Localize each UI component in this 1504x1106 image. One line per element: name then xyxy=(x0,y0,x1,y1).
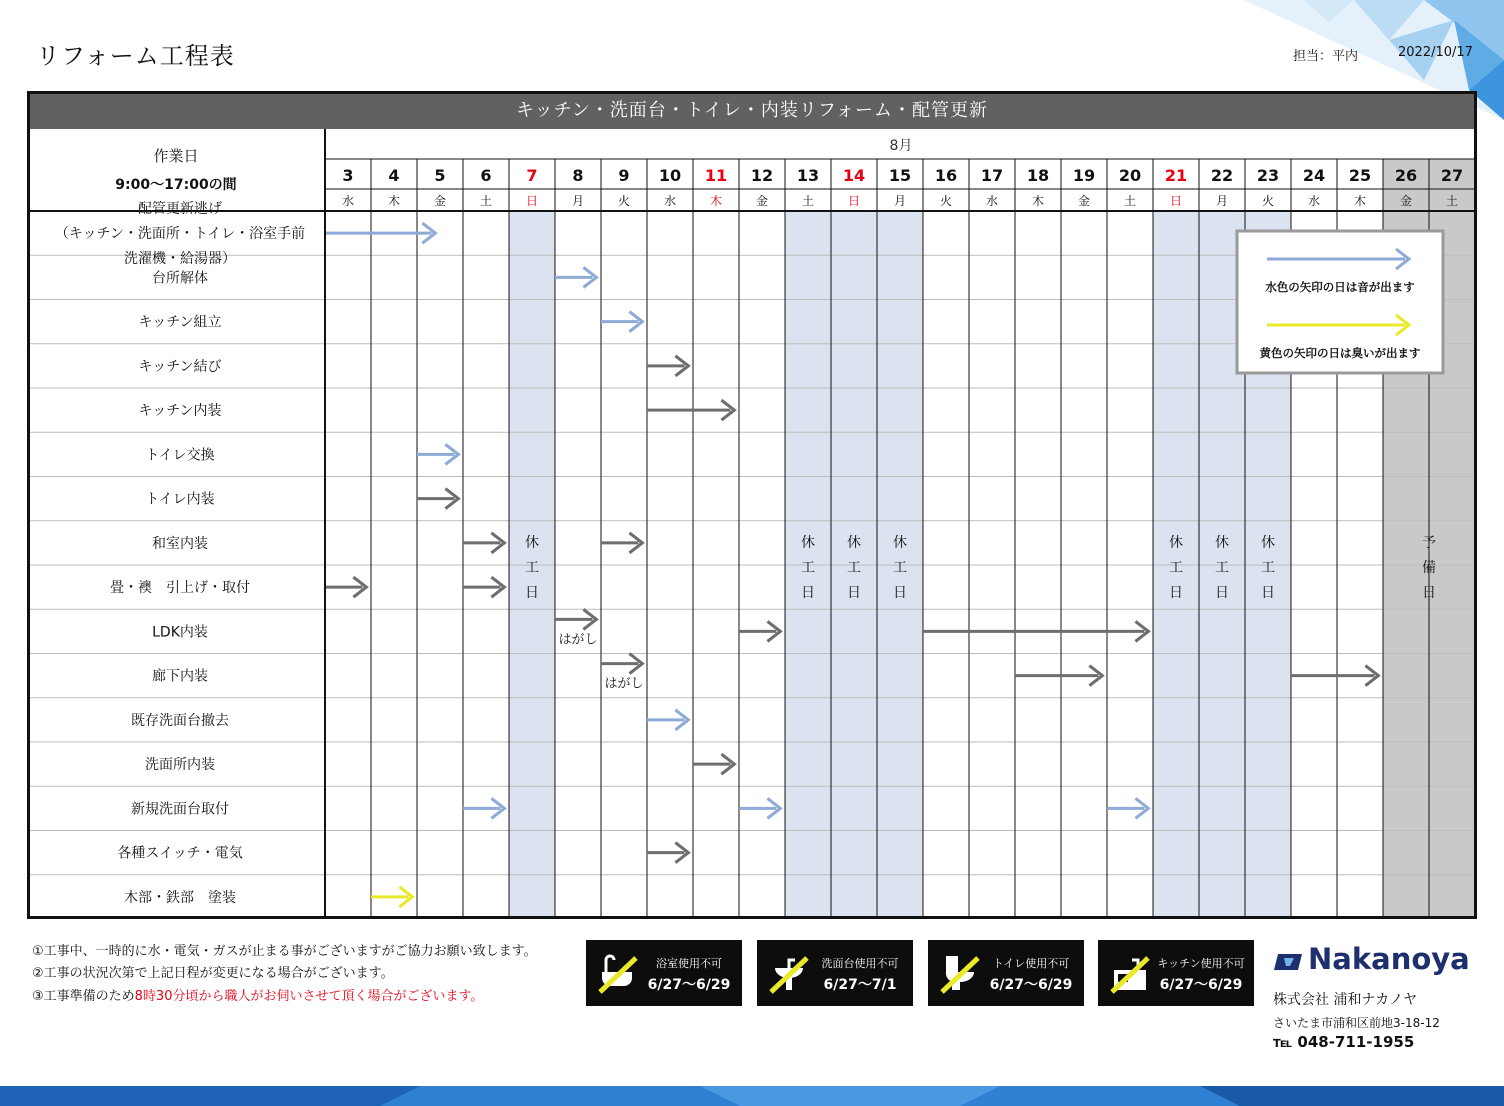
day-number: 24 xyxy=(1302,166,1326,185)
schedule-table xyxy=(27,91,1477,919)
day-number: 13 xyxy=(796,166,820,185)
note-3-highlight: 8時30分頃から職人がお伺いさせて頂く場合がございます。 xyxy=(134,989,484,1004)
company-logo xyxy=(1272,944,1472,980)
day-number: 14 xyxy=(842,166,866,185)
day-number: 18 xyxy=(1026,166,1050,185)
weekday-label: 月 xyxy=(893,194,907,208)
legend-text: 水色の矢印の日は音が出ます xyxy=(1265,280,1415,294)
weekday-label: 金 xyxy=(1399,194,1413,208)
day-off-label: 日 xyxy=(847,585,861,601)
weekday-label: 月 xyxy=(1215,194,1229,208)
day-off-label: 日 xyxy=(525,585,539,601)
day-off-label: 休 xyxy=(525,535,539,551)
company-phone: ℡ 048-711-1955 xyxy=(1273,1033,1415,1051)
day-off-label: 日 xyxy=(893,585,907,601)
weekday-label: 日 xyxy=(1169,194,1183,208)
day-off-label: 休 xyxy=(847,535,861,551)
decorative-band xyxy=(0,1086,1504,1106)
day-off-label: 休 xyxy=(1169,535,1183,551)
weekday-label: 土 xyxy=(479,194,493,208)
task-name: 各種スイッチ・電気 xyxy=(117,845,243,862)
task-name: キッチン内装 xyxy=(138,403,222,420)
day-number: 20 xyxy=(1118,166,1142,185)
day-number: 5 xyxy=(434,166,446,185)
day-off-label: 休 xyxy=(801,535,815,551)
day-number: 16 xyxy=(934,166,958,185)
weekday-label: 金 xyxy=(433,194,447,208)
weekday-label: 土 xyxy=(1123,194,1137,208)
logo-text: Nakanoya xyxy=(1308,942,1470,976)
task-name: トイレ内装 xyxy=(145,491,215,508)
badge-kitchen-dates: 6/27～6/29 xyxy=(1159,977,1243,993)
work-time-label: 9:00～17:00の間 xyxy=(115,177,237,193)
badge-toilet xyxy=(928,940,1084,1006)
document-date: 2022/10/17 xyxy=(1398,45,1473,60)
day-off-label: 工 xyxy=(893,560,907,576)
badge-bathroom-dates: 6/27～6/29 xyxy=(647,977,731,993)
badge-bathroom-label: 浴室使用不可 xyxy=(656,957,722,970)
day-off-label: 日 xyxy=(1169,585,1183,601)
weekday-label: 日 xyxy=(525,194,539,208)
day-number: 12 xyxy=(750,166,774,185)
day-off-label: 休 xyxy=(1261,535,1275,551)
day-off-label: 日 xyxy=(1261,585,1275,601)
weekday-label: 水 xyxy=(663,194,677,208)
work-day-label: 作業日 xyxy=(153,147,199,165)
company-address: さいたま市浦和区前地3-18-12 xyxy=(1273,1016,1440,1030)
badge-washbasin-label: 洗面台使用不可 xyxy=(821,957,899,970)
reserve-day-label: 備 xyxy=(1422,560,1436,576)
day-off-label: 日 xyxy=(1215,585,1229,601)
weekday-label: 月 xyxy=(571,194,585,208)
schedule-grid xyxy=(27,91,1477,919)
weekday-label: 水 xyxy=(985,194,999,208)
badge-kitchen-label: キッチン使用不可 xyxy=(1157,957,1245,970)
day-number: 26 xyxy=(1394,166,1418,185)
badge-bathroom xyxy=(586,940,742,1006)
reserve-day-label: 予 xyxy=(1422,535,1436,551)
day-number: 8 xyxy=(572,166,584,185)
table-header-title: キッチン・洗面台・トイレ・内装リフォーム・配管更新 xyxy=(516,100,988,121)
task-name: 新規洗面台取付 xyxy=(131,801,229,818)
badge-toilet-dates: 6/27～6/29 xyxy=(989,977,1073,993)
task-name: 和室内装 xyxy=(152,535,208,552)
day-number: 7 xyxy=(526,166,538,185)
kitchen-icon xyxy=(1110,952,1150,994)
day-number: 22 xyxy=(1210,166,1234,185)
reserve-day-label: 日 xyxy=(1422,585,1436,601)
arrow-note: はがし xyxy=(604,676,644,692)
day-number: 11 xyxy=(704,166,728,185)
task-name: 畳・襖 引上げ・取付 xyxy=(110,580,250,597)
day-number: 23 xyxy=(1256,166,1280,185)
day-number: 4 xyxy=(388,166,400,185)
day-number: 15 xyxy=(888,166,912,185)
badge-toilet-label: トイレ使用不可 xyxy=(992,957,1070,970)
day-number: 25 xyxy=(1348,166,1372,185)
weekday-label: 火 xyxy=(617,194,631,208)
day-number: 9 xyxy=(618,166,630,185)
day-off-label: 休 xyxy=(1215,535,1229,551)
note-2: ②工事の状況次第で上記日程が変更になる場合がございます。 xyxy=(32,966,394,981)
task-name: 配管更新逃げ xyxy=(138,201,222,218)
weekday-label: 金 xyxy=(1077,194,1091,208)
task-name: LDK内装 xyxy=(152,624,208,641)
badge-washbasin xyxy=(757,940,913,1006)
day-off-label: 工 xyxy=(1261,560,1275,576)
logo-mark-icon xyxy=(1272,952,1304,976)
weekday-label: 木 xyxy=(1031,194,1045,208)
person-in-charge: 担当：平内 xyxy=(1293,49,1359,64)
weekday-label: 土 xyxy=(801,194,815,208)
legend-text: 黄色の矢印の日は臭いが出ます xyxy=(1259,346,1421,360)
day-number: 10 xyxy=(658,166,682,185)
weekday-label: 金 xyxy=(755,194,769,208)
arrow-note: はがし xyxy=(558,632,598,648)
day-off-label: 日 xyxy=(801,585,815,601)
task-name: （キッチン・洗面所・トイレ・浴室手前 xyxy=(54,226,306,243)
task-name: 洗面所内装 xyxy=(145,757,215,774)
task-name: 木部・鉄部 塗装 xyxy=(124,889,236,906)
weekday-label: 木 xyxy=(387,194,401,208)
task-name: トイレ交換 xyxy=(145,447,215,464)
weekday-label: 水 xyxy=(1307,194,1321,208)
day-number: 27 xyxy=(1440,166,1464,185)
weekday-label: 土 xyxy=(1445,194,1459,208)
task-name: 既存洗面台撤去 xyxy=(131,712,229,729)
day-number: 19 xyxy=(1072,166,1096,185)
day-number: 3 xyxy=(342,166,354,185)
note-1: ①工事中、一時的に水・電気・ガスが止まる事がございますがご協力お願い致します。 xyxy=(32,944,537,959)
task-name: キッチン結び xyxy=(138,358,222,375)
weekday-label: 日 xyxy=(847,194,861,208)
note-3 xyxy=(32,985,483,1004)
day-number: 17 xyxy=(980,166,1004,185)
day-off-label: 工 xyxy=(801,560,815,576)
badge-washbasin-dates: 6/27～7/1 xyxy=(823,977,897,993)
month-label: 8月 xyxy=(889,138,913,154)
weekday-label: 火 xyxy=(939,194,953,208)
badge-kitchen xyxy=(1098,940,1254,1006)
note-3-prefix: ③工事準備のため xyxy=(32,989,135,1004)
company-name: 株式会社 浦和ナカノヤ xyxy=(1273,992,1418,1008)
task-name: 洗濯機・給湯器） xyxy=(124,251,236,268)
day-off-label: 休 xyxy=(893,535,907,551)
weekday-label: 水 xyxy=(341,194,355,208)
weekday-label: 木 xyxy=(1353,194,1367,208)
day-off-label: 工 xyxy=(847,560,861,576)
day-off-label: 工 xyxy=(1215,560,1229,576)
bathtub-icon xyxy=(598,952,638,994)
page-title: リフォーム工程表 xyxy=(36,42,235,70)
task-name: 台所解体 xyxy=(152,270,208,287)
day-number: 6 xyxy=(480,166,492,185)
task-name: キッチン組立 xyxy=(138,314,222,331)
washbasin-icon xyxy=(769,952,809,994)
weekday-label: 木 xyxy=(709,194,723,208)
day-number: 21 xyxy=(1164,166,1188,185)
weekday-label: 火 xyxy=(1261,194,1275,208)
day-off-label: 工 xyxy=(525,560,539,576)
task-name: 廊下内装 xyxy=(152,668,208,685)
day-off-label: 工 xyxy=(1169,560,1183,576)
toilet-icon xyxy=(940,952,980,994)
